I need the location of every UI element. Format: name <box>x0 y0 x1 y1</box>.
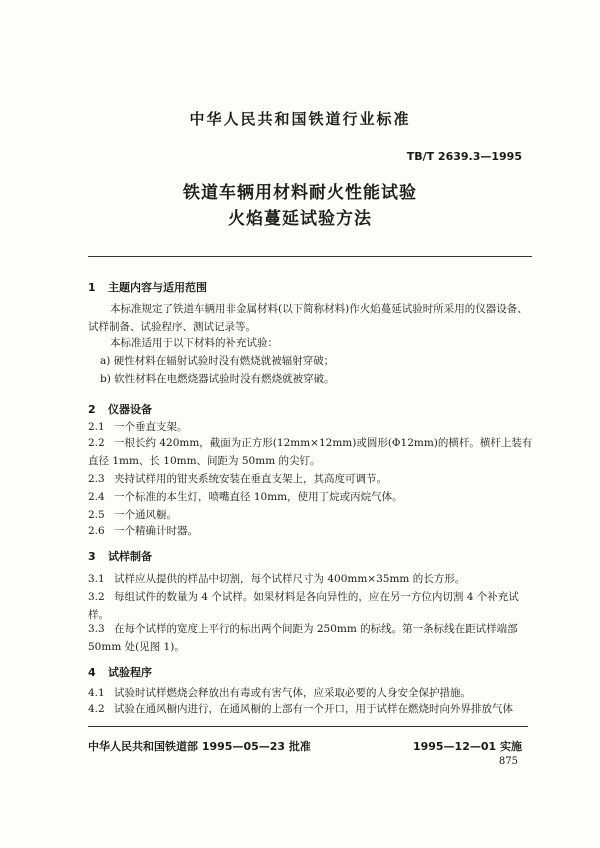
clause-text: 在每个试样的宽度上平行的标出两个间距为 250mm 的标线。第一条标线在距试样端部 50mm 处(见图 1)。 <box>88 623 518 653</box>
clause <box>88 570 533 588</box>
section-2-heading <box>88 401 152 417</box>
list-item: b) 软性材料在电燃烧器试验时没有燃烧就被穿破。 <box>100 373 335 385</box>
clause-text: 夹持试样用的钳夹系统安装在垂直支架上，其高度可调节。 <box>114 473 387 485</box>
clause-text: 试验在通风橱内进行，在通风橱的上部有一个开口，用于试样在燃烧时向外界排放气体 <box>114 703 513 715</box>
section-title: 试样制备 <box>108 550 152 563</box>
section-number: 2 <box>88 403 96 416</box>
standard-code: TB/T 2639.3—1995 <box>406 150 522 163</box>
title-line-2: 火焰蔓延试验方法 <box>228 209 372 229</box>
clause <box>88 522 533 540</box>
clause-number: 3.2 <box>88 591 105 603</box>
section-number: 3 <box>88 550 96 563</box>
clause-text: 试验时试样燃烧会释放出有毒或有害气体，应采取必要的人身安全保护措施。 <box>114 687 471 699</box>
clause-text: 试样应从提供的样品中切割，每个试样尺寸为 400mm×35mm 的长方形。 <box>114 573 466 585</box>
approval-line: 中华人民共和国铁道部 1995—05—23 批准 <box>88 740 311 753</box>
clause <box>88 588 533 624</box>
clause-text: 一根长约 420mm，截面为正方形(12mm×12mm)或圆形(Φ12mm)的横杆。横杆上装有直径 1mm、长 10mm、间距为 50mm 的尖钉。 <box>88 437 533 467</box>
clause-number: 3.1 <box>88 573 105 585</box>
clause-number: 4.2 <box>88 703 105 715</box>
section-title: 仪器设备 <box>108 403 152 416</box>
clause-text: 一个垂直支架。 <box>114 421 188 433</box>
implementation-date: 1995—12—01 实施 <box>412 740 522 753</box>
clause-text: 一个精确计时器。 <box>114 525 198 537</box>
clause <box>88 700 533 718</box>
section-title: 主题内容与适用范围 <box>108 281 207 294</box>
title-line-1: 铁道车辆用材料耐火性能试验 <box>183 183 417 203</box>
footer-rule <box>88 726 528 727</box>
title-rule <box>88 256 532 257</box>
section-number: 4 <box>88 666 96 679</box>
clause-number: 2.4 <box>88 491 105 503</box>
clause <box>88 470 533 488</box>
standard-header: 中华人民共和国铁道行业标准 <box>189 110 411 128</box>
clause-number: 4.1 <box>88 687 105 699</box>
clause-text: 一个通风橱。 <box>114 509 177 521</box>
clause-number: 2.3 <box>88 473 105 485</box>
paragraph: 本标准适用于以下材料的补充试验： <box>110 337 278 349</box>
section-4-heading <box>88 664 152 680</box>
paragraph: 本标准规定了铁道车辆用非金属材料(以下简称材料)作火焰蔓延试验时所采用的仪器设备、试样制备、试验程序、测试记录等。 <box>88 303 528 333</box>
clause-number: 2.2 <box>88 437 105 449</box>
clause-number: 2.6 <box>88 525 105 537</box>
clause-text: 一个标准的本生灯，喷嘴直径 10mm，使用丁烷或丙烷气体。 <box>114 491 403 503</box>
clause <box>88 488 533 506</box>
section-3-heading <box>88 548 152 564</box>
clause-number: 3.3 <box>88 623 105 635</box>
clause-number: 2.1 <box>88 421 105 433</box>
page-number: 875 <box>498 756 518 767</box>
list-item: a) 硬性材料在辐射试验时没有燃烧就被辐射穿破； <box>100 355 335 367</box>
clause-number: 2.5 <box>88 509 105 521</box>
section-number: 1 <box>88 281 96 294</box>
section-title: 试验程序 <box>108 666 152 679</box>
clause-text: 每组试件的数量为 4 个试样。如果材料是各向异性的，应在另一方位内切割 4 个补充试样。 <box>88 591 519 621</box>
section-1-heading <box>88 279 207 295</box>
clause <box>88 434 533 470</box>
clause <box>88 620 533 656</box>
